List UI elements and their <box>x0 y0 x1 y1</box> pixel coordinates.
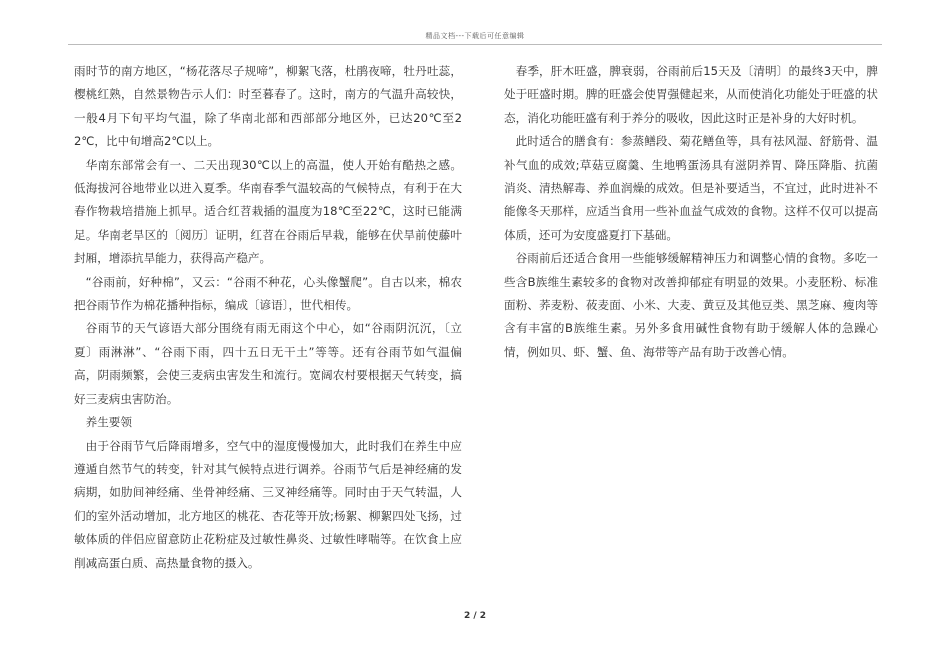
paragraph: 谷雨节的天气谚语大部分围绕有雨无雨这个中心，如“谷雨阴沉沉，〔立夏〕雨淋淋”、“谷雨下雨，四十五日无干土”等等。还有谷雨节如气温偏高，阴雨频繁，会使三麦病虫害发生和流行。宽阔农村要根据天气转变，搞好三麦病虫害防治。 <box>74 321 462 406</box>
paragraph: 华南东部常会有一、二天出现30℃以上的高温，使人开始有酷热之感。 低海拔河谷地带业以进入夏季。华南春季气温较高的气候特点，有利于在大春作物栽培措施上抓早。适合红苕栽插的温度为18℃至22℃，这时已能满足。华南老旱区的〔阅历〕证明，红苕在谷雨后早栽，能够在伏旱前使藤叶封厢，增添抗旱能力，获得高产稳产。 <box>74 157 462 266</box>
page-header: 精品文档---下载后可任意编辑 <box>425 32 525 40</box>
right-column <box>504 60 878 364</box>
paragraph: 雨时节的南方地区，“杨花落尽子规啼”，柳絮飞落，杜鹃夜啼，牡丹吐蕊，樱桃红熟，自然景物告示人们：时至暮春了。这时，南方的气温升高较快，一般4月下旬平均气温，除了华南北部和西部部分地区外，已达20℃至22℃，比中旬增高2℃以上。 <box>74 64 462 149</box>
paragraph: 由于谷雨节气后降雨增多，空气中的湿度慢慢加大，此时我们在养生中应遵遁自然节气的转变，针对其气候特点进行调养。谷雨节气后是神经痛的发病期，如肋间神经痛、坐骨神经痛、三叉神经痛等。同时由于天气转温，人们的室外活动增加，北方地区的桃花、杏花等开放;杨絮、柳絮四处飞扬，过敏体质的伴侣应留意防止花粉症及过敏性鼻炎、过敏性哮喘等。在饮食上应削减高蛋白质、高热量食物的摄入。 <box>74 438 462 570</box>
paragraph: 此时适合的膳食有：参蒸鳝段、菊花鳝鱼等，具有祛风湿、舒筋骨、温补气血的成效;草菇豆腐羹、生地鸭蛋汤具有滋阴养胃、降压降脂、抗菌消炎、清热解毒、养血润燥的成效。但是补要适当，不宜过，此时进补不能像冬天那样，应适当食用一些补血益气成效的食物。这样不仅可以提高体质，还可为安度盛夏打下基础。 <box>504 134 878 242</box>
page-number: 2 / 2 <box>463 611 487 621</box>
paragraph: 春季，肝木旺盛，脾衰弱，谷雨前后15天及〔清明〕的最终3天中，脾处于旺盛时期。脾的旺盛会使胃强健起来，从而使消化功能处于旺盛的状态，消化功能旺盛有利于养分的吸收，因此这时正是补身的大好时机。 <box>504 64 878 125</box>
paragraph: 谷雨前后还适合食用一些能够缓解精神压力和调整心情的食物。多吃一些含B族维生素较多的食物对改善抑郁症有明显的效果。小麦胚粉、标准面粉、荞麦粉、莜麦面、小米、大麦、黄豆及其他豆类、黑芝麻、瘦肉等含有丰富的B族维生素。另外多食用碱性食物有助于缓解人体的急躁心情，例如贝、虾、蟹、鱼、海带等产品有助于改善心情。 <box>504 251 878 359</box>
left-column <box>74 60 462 575</box>
header-divider <box>68 44 882 45</box>
paragraph: “谷雨前，好种棉”，又云：“谷雨不种花，心头像蟹爬”。自古以来，棉农把谷雨节作为棉花播种指标，编成〔谚语〕，世代相传。 <box>74 274 462 313</box>
section-heading: 养生要领 <box>85 415 132 430</box>
